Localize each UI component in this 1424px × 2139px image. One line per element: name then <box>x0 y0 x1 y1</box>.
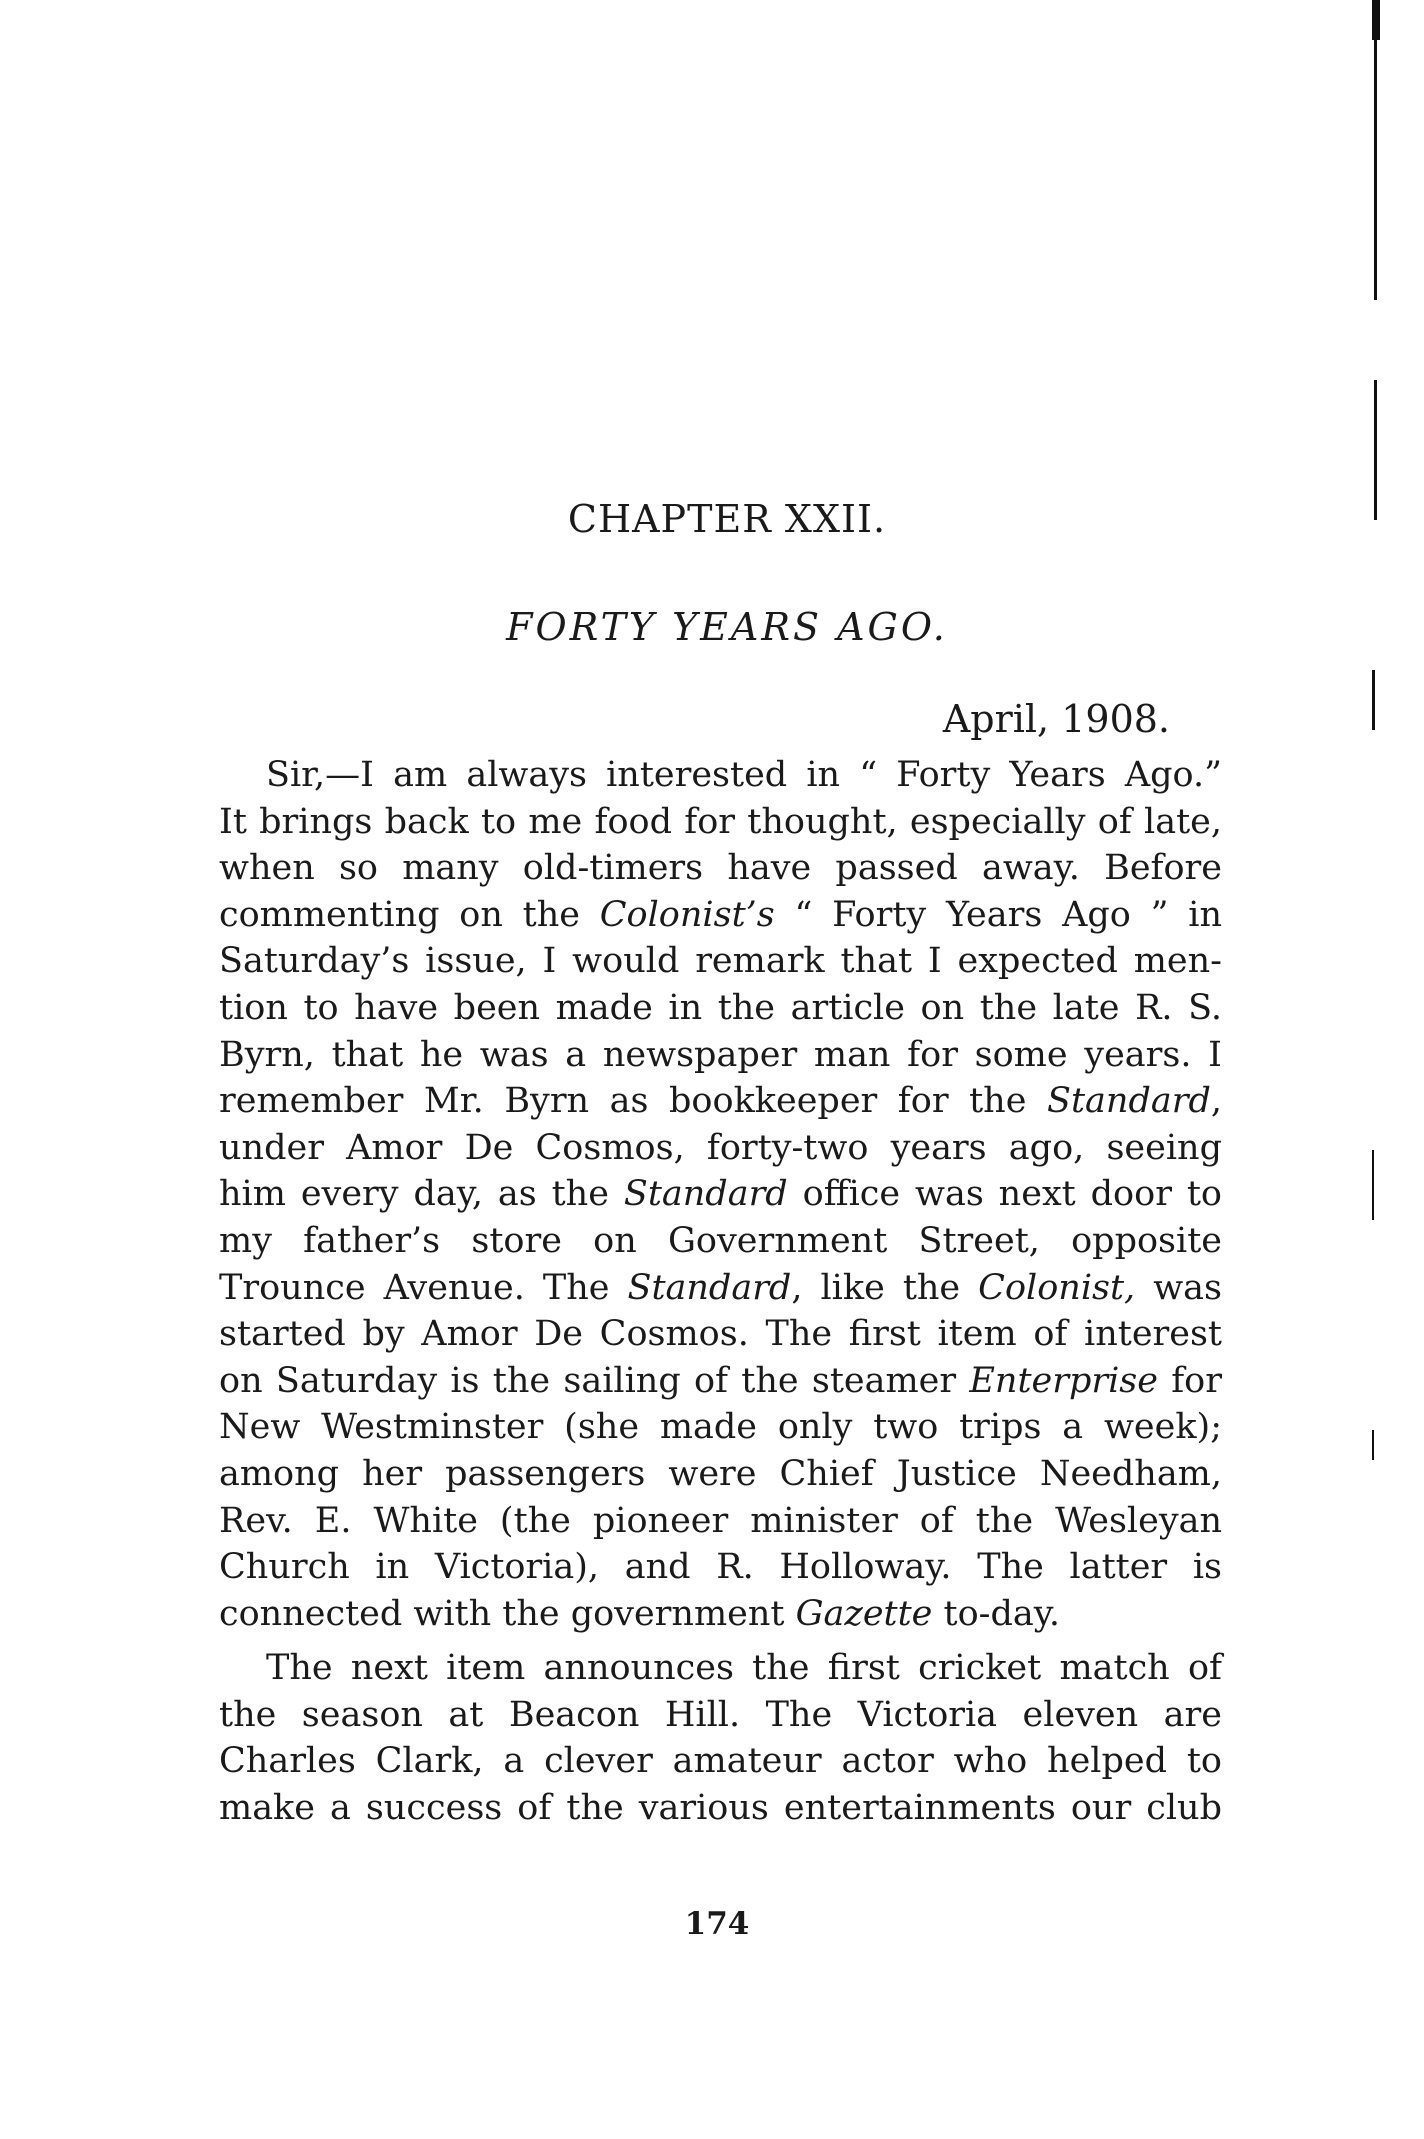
text-line: The next item announces the first cricket match of <box>266 1648 1222 1689</box>
text-line: Sir,—I am always interested in “ Forty Years Ago.” <box>266 755 1222 795</box>
text-line: Charles Clark, a clever amateur actor who helped to <box>219 1741 1222 1782</box>
text-line: Rev. E. White (the pioneer minister of the Wesleyan <box>219 1500 1222 1541</box>
text-line: connected with the government Gazette to-day. <box>219 1593 1061 1634</box>
scan-edge-mark <box>1372 1150 1374 1220</box>
text-line: Church in Victoria), and R. Holloway. The latter is <box>219 1547 1222 1588</box>
text-line: commenting on the Colonist’s “ Forty Years Ago ” in <box>219 894 1222 935</box>
text-line: my father’s store on Government Street, opposite <box>219 1220 1222 1261</box>
text-line: make a success of the various entertainments our club <box>219 1788 1222 1829</box>
scan-edge-mark <box>1374 380 1377 520</box>
text-line: remember Mr. Byrn as bookkeeper for the Standard, <box>219 1081 1222 1122</box>
chapter-number: CHAPTER XXII. <box>567 497 887 541</box>
paragraph-1 <box>219 752 1222 1637</box>
text-line: Trounce Avenue. The Standard, like the Colonist, was <box>219 1267 1222 1308</box>
text-line: Byrn, that he was a newspaper man for some years. I <box>219 1034 1222 1075</box>
text-line: under Amor De Cosmos, forty-two years ago, seeing <box>219 1127 1222 1168</box>
text-line: It brings back to me food for thought, especially of late, <box>219 801 1222 842</box>
scan-edge-mark <box>1374 40 1377 300</box>
text-line: the season at Beacon Hill. The Victoria eleven are <box>219 1694 1222 1735</box>
letter-date: April, 1908. <box>942 697 1170 741</box>
text-line: when so many old-timers have passed away. Before <box>219 848 1222 889</box>
text-line: on Saturday is the sailing of the steamer Enterprise for <box>219 1360 1222 1401</box>
body-text <box>219 752 1222 1832</box>
text-line: New Westminster (she made only two trips a week); <box>219 1407 1222 1448</box>
scan-edge-mark <box>1372 0 1380 40</box>
paragraph-2 <box>219 1645 1222 1831</box>
scan-edge-mark <box>1372 1430 1374 1460</box>
scan-edge-mark <box>1372 670 1375 730</box>
chapter-title: FORTY YEARS AGO. <box>506 605 948 649</box>
text-line: tion to have been made in the article on the late R. S. <box>219 987 1222 1028</box>
text-line: Saturday’s issue, I would remark that I expected men- <box>219 941 1222 982</box>
text-line: started by Amor De Cosmos. The first item of interest <box>219 1314 1222 1355</box>
text-line: among her passengers were Chief Justice Needham, <box>219 1453 1222 1494</box>
page-number: 174 <box>684 1906 750 1942</box>
text-line: him every day, as the Standard office was next door to <box>219 1174 1222 1215</box>
